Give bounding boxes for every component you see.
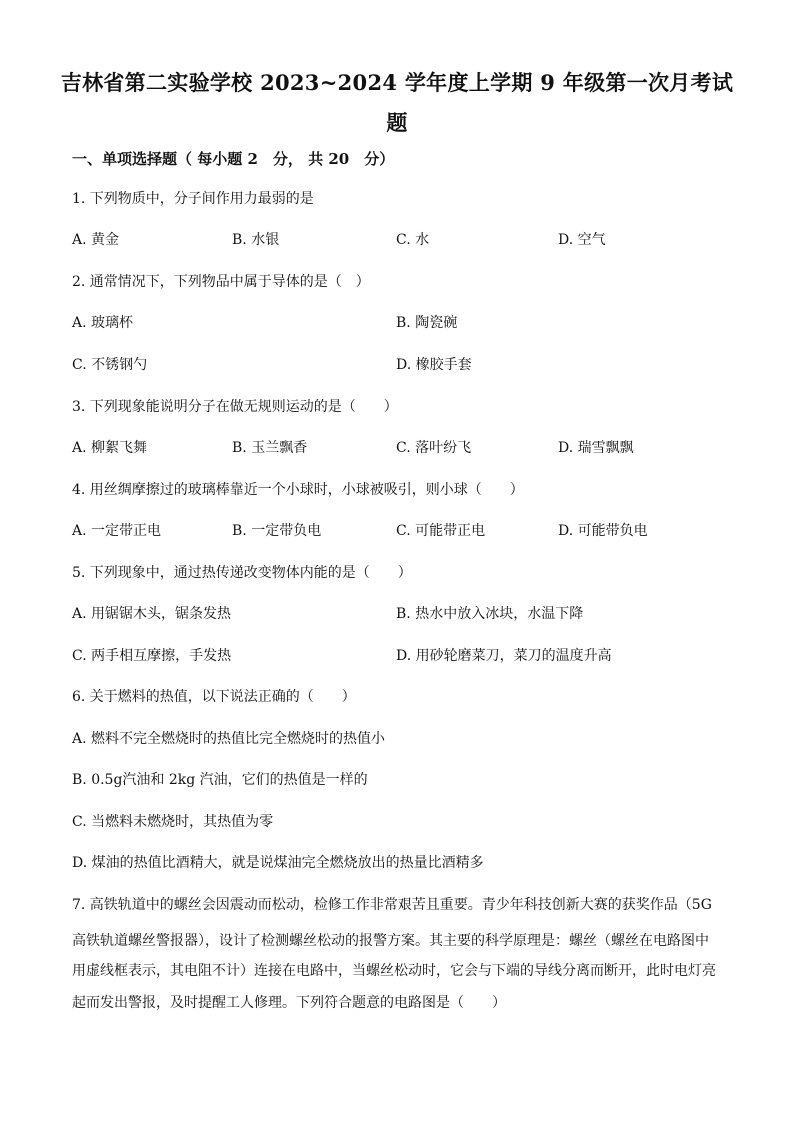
section-heading: 一、单项选择题（ 每小题 2 分， 共 20 分） <box>72 150 395 168</box>
question-6-option-b: B. 0.5g汽油和 2kg 汽油，它们的热值是一样的 <box>72 772 368 788</box>
question-1-option-c: C. 水 <box>396 232 430 248</box>
question-7-stem-line-4: 起而发出警报，及时提醒工人修理。下列符合题意的电路图是（ ） <box>72 995 506 1011</box>
question-6-option-a: A. 燃料不完全燃烧时的热值比完全燃烧时的热值小 <box>72 731 386 747</box>
question-5-option-d: D. 用砂轮磨菜刀，菜刀的温度升高 <box>396 648 612 664</box>
question-7-stem-line-1: 7. 高铁轨道中的螺丝会因震动而松动，检修工作非常艰苦且重要。青少年科技创新大赛的获奖作品（5G <box>72 897 712 913</box>
question-4-option-d: D. 可能带负电 <box>558 523 648 539</box>
question-1-option-a: A. 黄金 <box>72 232 120 248</box>
question-4-option-c: C. 可能带正电 <box>396 523 486 539</box>
question-2-option-d: D. 橡胶手套 <box>396 357 472 373</box>
question-3-option-d: D. 瑞雪飘飘 <box>558 440 634 456</box>
exam-title: 吉林省第二实验学校 2023~2024 学年度上学期 9 年级第一次月考试 <box>60 70 734 95</box>
question-3-option-a: A. 柳絮飞舞 <box>72 440 148 456</box>
question-6-option-c: C. 当燃料未燃烧时，其热值为零 <box>72 814 274 830</box>
question-6-stem: 6. 关于燃料的热值，以下说法正确的（ ） <box>72 689 356 705</box>
question-3-option-b: B. 玉兰飘香 <box>232 440 308 456</box>
question-5-option-c: C. 两手相互摩擦，手发热 <box>72 648 232 664</box>
exam-title-continued: 题 <box>386 110 408 135</box>
question-4-option-b: B. 一定带负电 <box>232 523 322 539</box>
question-4-option-a: A. 一定带正电 <box>72 523 162 539</box>
question-5-option-b: B. 热水中放入冰块，水温下降 <box>396 606 584 622</box>
question-1-option-b: B. 水银 <box>232 232 280 248</box>
question-7-stem-line-2: 高铁轨道螺丝警报器），设计了检测螺丝松动的报警方案。其主要的科学原理是：螺丝（螺丝在电路图中 <box>72 933 709 949</box>
question-3-stem: 3. 下列现象能说明分子在做无规则运动的是（ ） <box>72 399 398 415</box>
question-3-option-c: C. 落叶纷飞 <box>396 440 472 456</box>
question-2-stem: 2. 通常情况下，下列物品中属于导体的是（ ） <box>72 274 370 290</box>
question-2-option-b: B. 陶瓷碗 <box>396 315 458 331</box>
question-2-option-c: C. 不锈钢勺 <box>72 357 148 373</box>
question-2-option-a: A. 玻璃杯 <box>72 315 134 331</box>
question-4-stem: 4. 用丝绸摩擦过的玻璃棒靠近一个小球时，小球被吸引，则小球（ ） <box>72 482 524 498</box>
question-7-stem-line-3: 用虚线框表示，其电阻不计）连接在电路中，当螺丝松动时，它会与下端的导线分离而断开，此时电灯亮 <box>72 963 716 979</box>
question-5-stem: 5. 下列现象中，通过热传递改变物体内能的是（ ） <box>72 565 412 581</box>
question-1-option-d: D. 空气 <box>558 232 606 248</box>
question-5-option-a: A. 用锯锯木头，锯条发热 <box>72 606 232 622</box>
question-6-option-d: D. 煤油的热值比酒精大，就是说煤油完全燃烧放出的热量比酒精多 <box>72 855 484 871</box>
question-1-stem: 1. 下列物质中，分子间作用力最弱的是 <box>72 191 314 207</box>
